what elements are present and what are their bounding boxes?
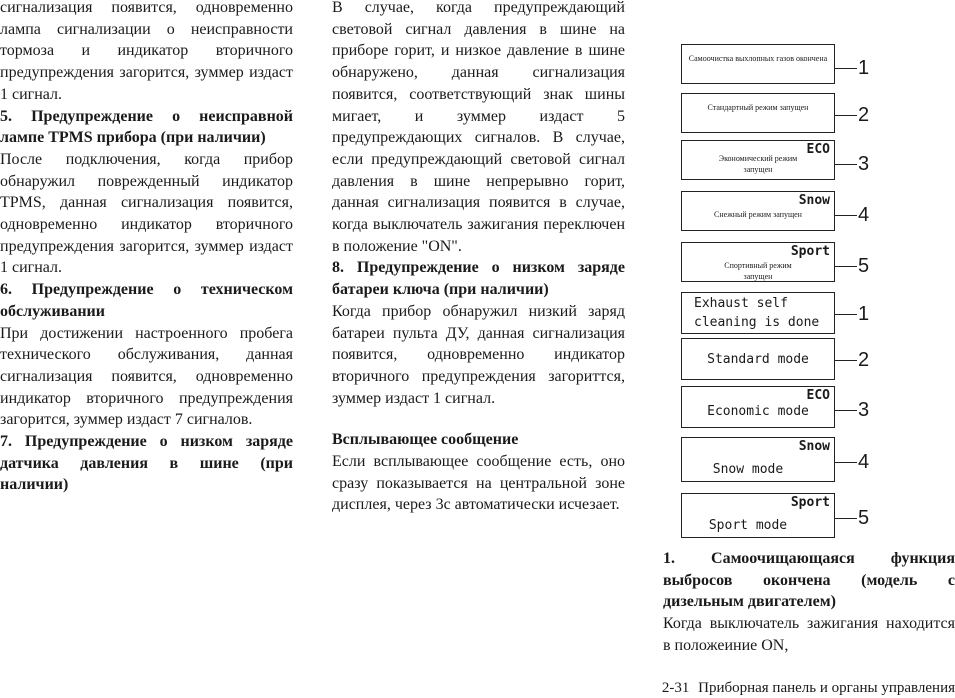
heading-key-battery: 8. Предупреждение о низком заряде батареи ключа (при наличии)	[332, 259, 625, 299]
callout-line	[835, 68, 857, 69]
message-box-snow-ru: Snow Снежный режим запущен	[681, 191, 835, 231]
eco-tag: ECO	[806, 142, 830, 157]
message-box-eco-ru: ECO Экономический режим запущен	[681, 140, 835, 180]
heading-tpms-lamp: 5. Предупреждение о неисправной лампе TPMS прибора (при наличии)	[0, 107, 293, 147]
eco-tag: ECO	[806, 388, 830, 403]
callout-line	[835, 314, 857, 315]
section-title: Приборная панель и органы управления	[698, 680, 955, 696]
message-box-exhaust-en: Exhaust self cleaning is done	[681, 292, 835, 334]
message-box-standard-ru: Стандартный режим запущен	[681, 93, 835, 133]
callout-number: 3	[858, 153, 870, 175]
callout-line	[835, 215, 857, 216]
callout-line	[835, 360, 857, 361]
callout-line	[835, 164, 857, 165]
callout-line	[835, 115, 857, 116]
callout-number: 4	[858, 204, 870, 226]
callout-number: 2	[858, 349, 870, 371]
column-left	[0, 0, 293, 496]
callout-line	[835, 462, 857, 463]
callout-number: 3	[858, 399, 870, 421]
callout-line	[835, 410, 857, 411]
message-box-exhaust-ru: Самоочистка выхлопных газов окончена	[681, 44, 835, 84]
callout-number: 2	[858, 104, 870, 126]
callout-number: 1	[858, 57, 870, 79]
paragraph-key-battery: Когда прибор обнаружил низкий заряд батареи пульта ДУ, данная сигнализация появится, одновременно индикатор вторичного предупреждения загориттся, зуммер издаст 1 сигнал.	[332, 302, 625, 407]
page-number: 2-31	[661, 680, 690, 696]
column-middle	[332, 0, 625, 516]
heading-popup-message: Всплывающее сообщение	[332, 431, 519, 449]
sport-tag: Sport	[790, 495, 830, 510]
callout-line	[835, 518, 857, 519]
message-box-sport-ru: Sport Спортивный режим запущен	[681, 242, 835, 282]
message-box-snow-en: Snow Snow mode	[681, 437, 835, 482]
snow-tag: Snow	[798, 439, 830, 454]
column-right	[663, 548, 955, 657]
message-box-sport-en: Sport Sport mode	[681, 493, 835, 538]
sport-tag: Sport	[790, 244, 830, 259]
callout-number: 5	[858, 255, 870, 277]
paragraph-maintenance: При достижении настроенного пробега технического обслуживания, данная сигнализация появится, одновременно индикатор вторичного предупреждения загорится, зуммер издаст 7 сигналов.	[0, 324, 293, 429]
message-box-eco-en: ECO Economic mode	[681, 386, 835, 428]
heading-maintenance: 6. Предупреждение о техническом обслуживании	[0, 281, 293, 320]
callout-number: 5	[858, 507, 870, 529]
paragraph-tpms-lamp: После подключения, когда прибор обнаружил поврежденный индикатор TPMS, данная сигнализация появится, одновременно индикатор вторичного предупреждения загорится, зуммер издаст 1 сигнал.	[0, 150, 293, 277]
intro-paragraph: сигнализация появится, одновременно лампа сигнализации о неисправности тормоза и индикатор вторичного предупреждения загорится, зуммер издаст 1 сигнал.	[0, 0, 293, 103]
callout-number: 4	[858, 451, 870, 473]
heading-sensor-battery: 7. Предупреждение о низком заряде датчика давления в шине (при наличии)	[0, 433, 293, 494]
page-footer	[626, 679, 955, 697]
snow-tag: Snow	[798, 193, 830, 208]
heading-self-cleaning: 1. Самоочищающаяся функция выбросов окончена (модель с дизельным двигателем)	[663, 550, 955, 611]
callout-number: 1	[858, 303, 870, 325]
callout-line	[835, 266, 857, 267]
paragraph-popup-message: Если всплывающее сообщение есть, оно сразу показывается на центральной зоне дисплея, через 3с автоматически исчезает.	[332, 453, 625, 514]
paragraph-self-cleaning: Когда выключатель зажигания находится в положеиние ON,	[663, 615, 955, 654]
message-box-standard-en: Standard mode	[681, 338, 835, 380]
paragraph-tire-pressure: В случае, когда предупреждающий световой сигнал давления в шине на приборе горит, и низкое давление в шине обнаружено, данная сигнализация появится, соответствующий знак шины мигает, и зуммер издаст 5 предупреждающих сигналов. В случае, если предупреждающий световой сигнал давления в шине непрерывно горит, данная сигнализация появится в случае, когда выключатель зажигания переключен в положение "ON".	[332, 0, 625, 255]
